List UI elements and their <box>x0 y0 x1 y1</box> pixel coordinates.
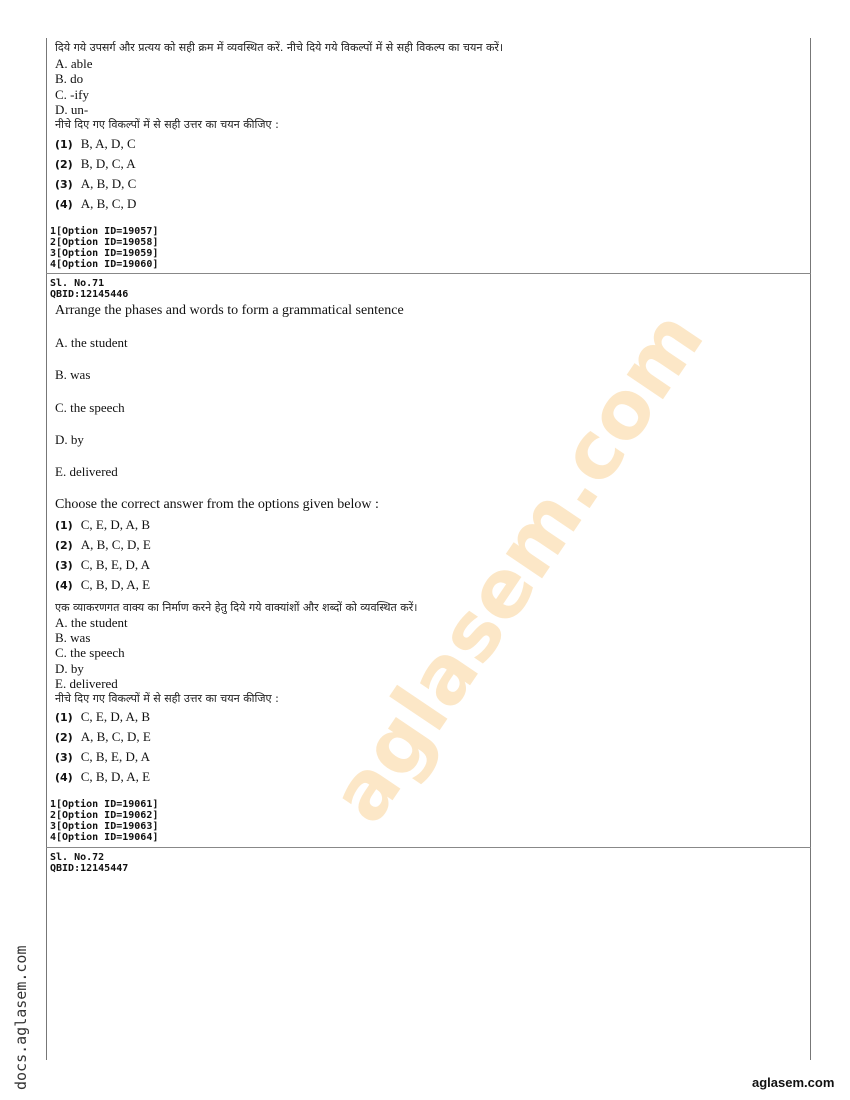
q70-item: D. un- <box>55 102 89 117</box>
q71-item: A. the student <box>55 335 128 350</box>
left-border <box>46 38 47 1060</box>
q70-option: (1) B, A, D, C <box>55 136 136 151</box>
q71-option: (2) A, B, C, D, E <box>55 537 151 552</box>
q70-option-id: 3[Option ID=19059] <box>50 248 159 259</box>
q70-option-id: 1[Option ID=19057] <box>50 226 159 237</box>
q70-option-id: 4[Option ID=19060] <box>50 259 159 270</box>
q71-item-hi: B. was <box>55 630 91 645</box>
right-border <box>810 38 811 1060</box>
q71-option-id: 3[Option ID=19063] <box>50 821 159 832</box>
q71-item: C. the speech <box>55 400 125 415</box>
q71-serial: Sl. No.71 <box>50 278 105 289</box>
q71-item: B. was <box>55 367 91 382</box>
q71-option-id: 2[Option ID=19062] <box>50 810 159 821</box>
q71-option-id: 1[Option ID=19061] <box>50 799 159 810</box>
q71-item-hi: E. delivered <box>55 676 118 691</box>
q70-option: (2) B, D, C, A <box>55 156 136 171</box>
q70-option: (4) A, B, C, D <box>55 196 137 211</box>
q71-option: (4) C, B, D, A, E <box>55 577 151 592</box>
q72-serial: Sl. No.72 <box>50 852 105 863</box>
q71-qbid: QBID:12145446 <box>50 289 129 300</box>
q71-item-hi: C. the speech <box>55 645 125 660</box>
q71-option-hi: (3) C, B, E, D, A <box>55 749 151 764</box>
q71-option-hi: (1) C, E, D, A, B <box>55 709 151 724</box>
q71-option-hi: (4) C, B, D, A, E <box>55 769 151 784</box>
q71-option: (1) C, E, D, A, B <box>55 517 151 532</box>
q71-choose: Choose the correct answer from the options given below : <box>55 497 379 512</box>
q70-option-id: 2[Option ID=19058] <box>50 237 159 248</box>
q70-item: B. do <box>55 71 84 86</box>
q70-option: (3) A, B, D, C <box>55 176 137 191</box>
q70-instruction-hindi: दिये गये उपसर्ग और प्रत्यय को सही क्रम में व्यवस्थित करें. नीचे दिये गये विकल्पों में से सही विकल्प का चयन करें। <box>55 41 504 54</box>
side-url: docs.aglasem.com <box>12 945 30 1090</box>
q71-choose-hindi: नीचे दिए गए विकल्पों में से सही उत्तर का चयन कीजिए : <box>55 692 279 705</box>
q71-instruction-hindi: एक व्याकरणगत वाक्य का निर्माण करने हेतु दिये गये वाक्यांशों और शब्दों को व्यवस्थित करें। <box>55 601 418 614</box>
q70-item: C. -ify <box>55 87 89 102</box>
brand-logo-text: aglasem.com <box>752 1075 835 1090</box>
q72-qbid: QBID:12145447 <box>50 863 129 874</box>
divider <box>46 847 811 848</box>
q71-item: E. delivered <box>55 464 118 479</box>
divider <box>46 273 811 274</box>
q71-question: Arrange the phases and words to form a grammatical sentence <box>55 303 404 318</box>
q71-item-hi: D. by <box>55 661 84 676</box>
q71-option: (3) C, B, E, D, A <box>55 557 151 572</box>
q70-choose-hindi: नीचे दिए गए विकल्पों में से सही उत्तर का चयन कीजिए : <box>55 118 279 131</box>
q70-item: A. able <box>55 56 93 71</box>
q71-item-hi: A. the student <box>55 615 128 630</box>
watermark: aglasem.com <box>312 294 722 839</box>
q71-item: D. by <box>55 432 84 447</box>
q71-option-id: 4[Option ID=19064] <box>50 832 159 843</box>
q71-option-hi: (2) A, B, C, D, E <box>55 729 151 744</box>
